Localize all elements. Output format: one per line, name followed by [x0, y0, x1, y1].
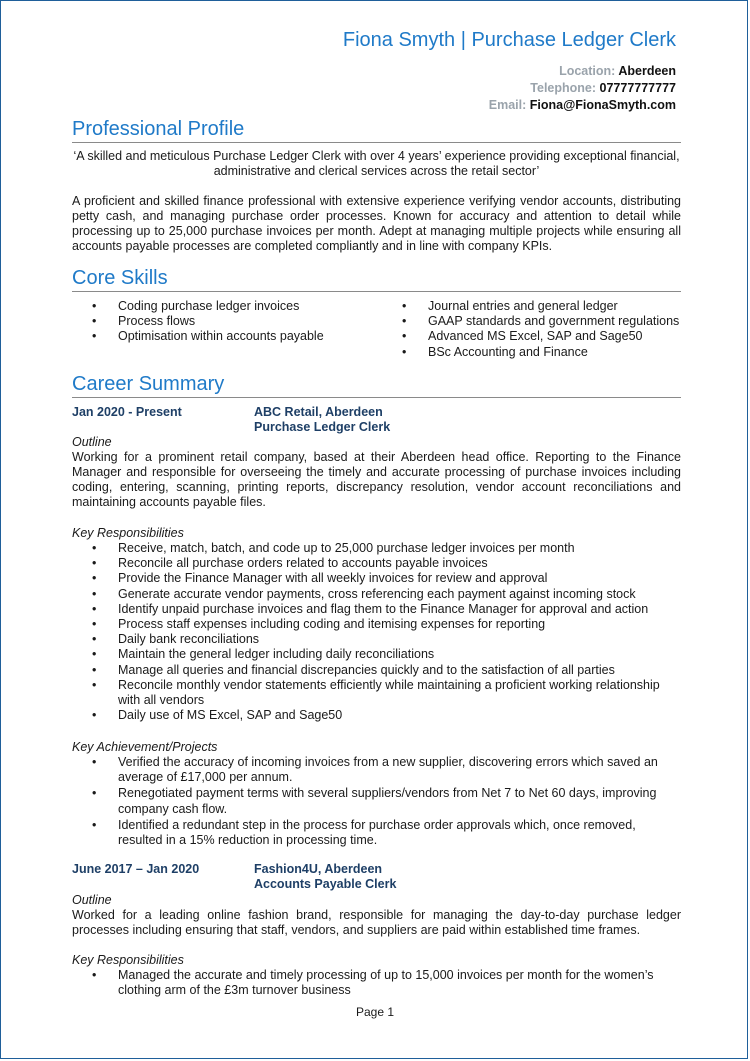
list-item: • Advanced MS Excel, SAP and Sage50: [382, 329, 692, 344]
list-item: • Manage all queries and financial discrepancies quickly and to the satisfaction of all parties: [72, 663, 672, 678]
list-item: • Maintain the general ledger including daily reconciliations: [72, 647, 672, 662]
location-label: Location:: [559, 64, 616, 78]
telephone-value: 07777777777: [599, 81, 676, 95]
list-item: • Daily bank reconciliations: [72, 632, 672, 647]
email-value: Fiona@FionaSmyth.com: [529, 98, 676, 112]
skills-right-list: [382, 299, 692, 360]
email-label: Email:: [488, 98, 527, 112]
career-heading: Career Summary: [72, 372, 681, 398]
list-item: • Journal entries and general ledger: [382, 299, 692, 314]
list-item: • Identified a redundant step in the process for purchase order approvals which, once removed, resulted in a 15% reduction in processing time.: [72, 818, 672, 848]
employer-name: Fashion4U, Aberdeen: [254, 862, 383, 876]
job-1-dates: Jan 2020 - Present: [72, 405, 182, 419]
job-2-outline-label: Outline: [72, 893, 112, 907]
profile-heading: Professional Profile: [72, 117, 681, 143]
job-1-outline-label: Outline: [72, 435, 112, 449]
list-item: • Verified the accuracy of incoming invoices from a new supplier, discovering errors which saved an average of £17,000 per annum.: [72, 755, 672, 785]
job-2-dates: June 2017 – Jan 2020: [72, 862, 200, 876]
list-item: • GAAP standards and government regulations: [382, 314, 692, 329]
contact-block: [489, 63, 676, 114]
job-2-employer: [254, 862, 396, 892]
email-line: [489, 97, 676, 114]
profile-summary: A proficient and skilled finance professional with extensive experience verifying vendor accounts, distributing petty cash, and managing purchase order processes. Known for accuracy and attention to detail while processing up to 25,000 purchase invoices per month. Adept at managing multiple projects while ensuring all accounts payable processes are completed compliantly and in line with company KPIs.: [72, 194, 681, 253]
profile-quote: ‘A skilled and meticulous Purchase Ledger Clerk with over 4 years’ experience providing exceptional financial, administrative and clerical services across the retail sector’: [73, 149, 680, 178]
location-value: Aberdeen: [618, 64, 676, 78]
list-item: • Optimisation within accounts payable: [72, 329, 382, 344]
list-item: • Coding purchase ledger invoices: [72, 299, 382, 314]
job-1-resp-label: Key Responsibilities: [72, 526, 184, 540]
list-item: • Provide the Finance Manager with all weekly invoices for review and approval: [72, 571, 672, 586]
skills-left-list: [72, 299, 382, 345]
job-1-responsibilities: [72, 541, 672, 723]
name-title: Fiona Smyth | Purchase Ledger Clerk: [342, 29, 676, 51]
telephone-label: Telephone:: [530, 81, 597, 95]
page-number: Page 1: [355, 1005, 395, 1019]
list-item: • Reconcile monthly vendor statements efficiently while maintaining a proficient working relationship with all vendors: [72, 678, 672, 708]
list-item: • Renegotiated payment terms with several suppliers/vendors from Net 7 to Net 60 days, improving company cash flow.: [72, 786, 672, 816]
list-item: • Daily use of MS Excel, SAP and Sage50: [72, 708, 672, 723]
job-1-ach-label: Key Achievement/Projects: [72, 740, 218, 754]
list-item: • Generate accurate vendor payments, cross referencing each payment against incoming stock: [72, 587, 672, 602]
list-item: • Reconcile all purchase orders related to accounts payable invoices: [72, 556, 672, 571]
list-item: • BSc Accounting and Finance: [382, 345, 692, 360]
list-item: • Process staff expenses including coding and itemising expenses for reporting: [72, 617, 672, 632]
list-item: • Identify unpaid purchase invoices and flag them to the Finance Manager for approval and action: [72, 602, 672, 617]
list-item: • Process flows: [72, 314, 382, 329]
job-2-outline: Worked for a leading online fashion brand, responsible for managing the day-to-day purchase ledger processes including ensuring that staff, vendors, and suppliers are paid within established time frames.: [72, 908, 681, 937]
job-1-outline: Working for a prominent retail company, based at their Aberdeen head office. Reporting to the Finance Manager and responsible for overseeing the timely and accurate processing of purchase invoices including coding, entering, scanning, printing reports, discrepancy resolution, vendor account reconciliations and maintaining accounts payable files.: [72, 450, 681, 509]
list-item: • Managed the accurate and timely processing of up to 15,000 invoices per month for the women’s clothing arm of the £3m turnover business: [72, 968, 672, 998]
location-line: [489, 63, 676, 80]
telephone-line: [489, 80, 676, 97]
job-2-responsibilities: [72, 968, 672, 998]
job-1-achievements: [72, 755, 672, 848]
job-1-employer: [254, 405, 390, 435]
job-role: Purchase Ledger Clerk: [254, 420, 391, 434]
employer-name: ABC Retail, Aberdeen: [254, 405, 383, 419]
job-2-resp-label: Key Responsibilities: [72, 953, 184, 967]
list-item: • Receive, match, batch, and code up to 25,000 purchase ledger invoices per month: [72, 541, 672, 556]
skills-heading: Core Skills: [72, 266, 681, 292]
job-role: Accounts Payable Clerk: [254, 877, 397, 891]
